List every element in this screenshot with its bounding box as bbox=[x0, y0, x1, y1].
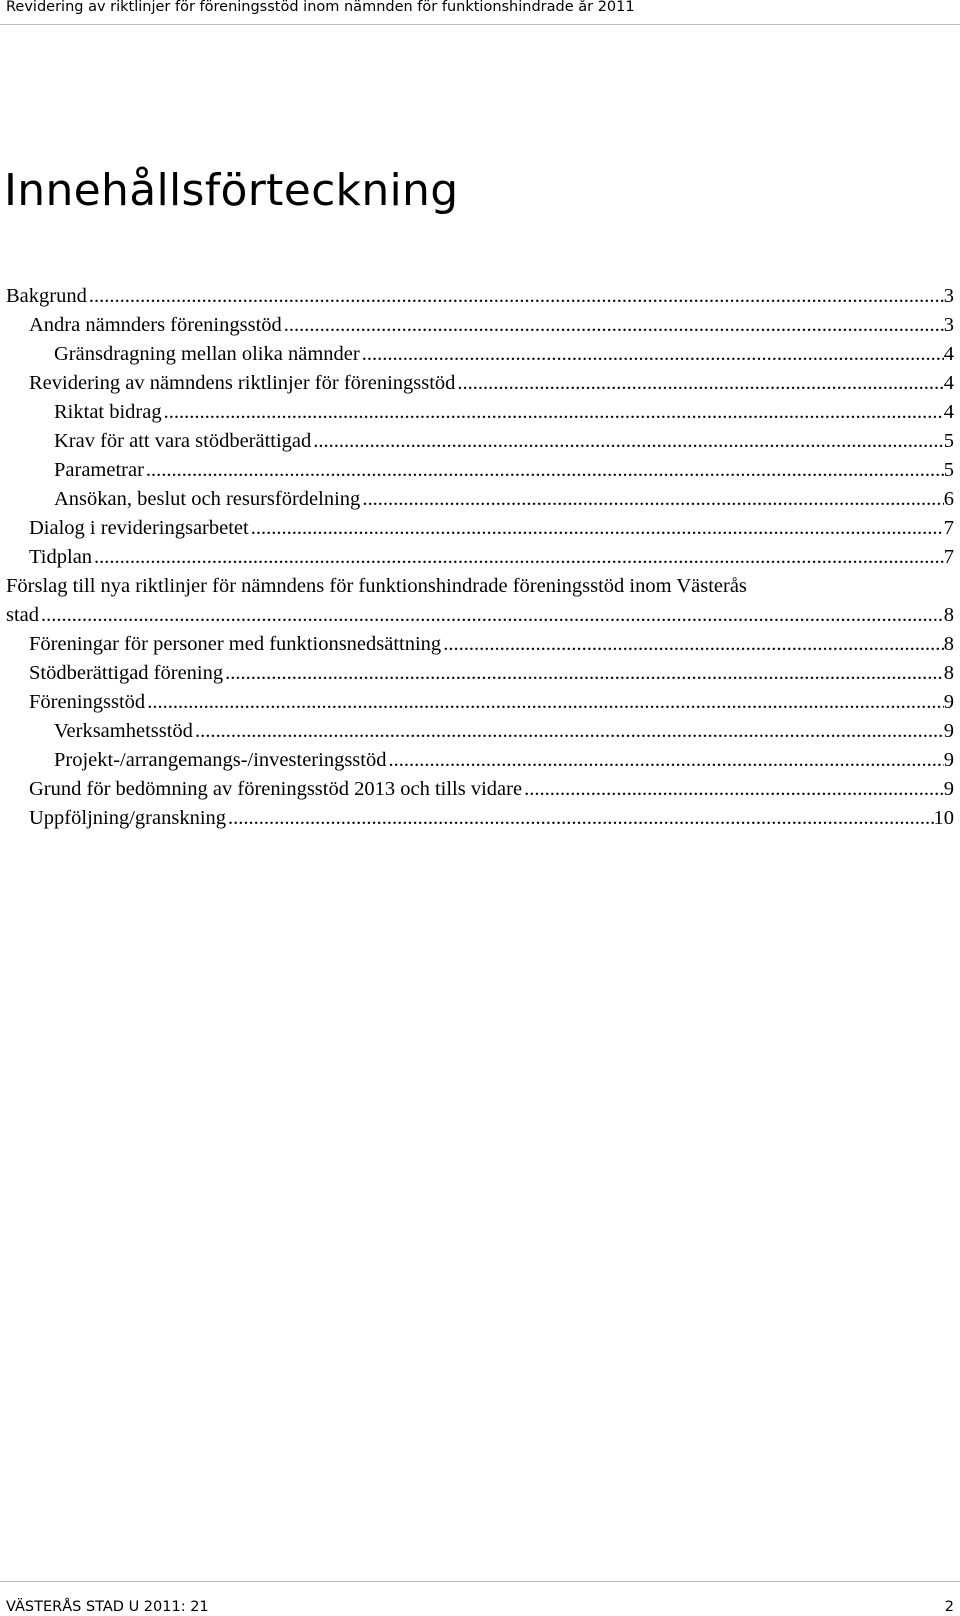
page-title: Innehållsförteckning bbox=[4, 165, 459, 216]
toc-entry-label: Krav för att vara stödberättigad bbox=[54, 430, 312, 452]
toc-entry-label: Revidering av nämndens riktlinjer för föreningsstöd bbox=[29, 372, 456, 394]
toc-leader-dots bbox=[162, 398, 944, 427]
toc-entry-label: Gränsdragning mellan olika nämnder bbox=[54, 343, 360, 365]
toc-leader-dots bbox=[311, 427, 943, 456]
toc-page-number: 5 bbox=[943, 459, 954, 481]
toc-entry-label: Riktat bidrag bbox=[54, 401, 162, 423]
toc-leader-dots bbox=[226, 804, 933, 833]
toc-leader-dots bbox=[455, 369, 943, 398]
toc-page-number: 8 bbox=[943, 633, 954, 655]
toc-entry-label: Ansökan, beslut och resursfördelning bbox=[54, 488, 361, 510]
toc-page-number: 3 bbox=[943, 285, 954, 307]
toc-page-number: 4 bbox=[943, 401, 954, 423]
toc-entry-label: Projekt-/arrangemangs-/investeringsstöd bbox=[54, 749, 387, 771]
toc-entry-label: Uppföljning/granskning bbox=[29, 807, 227, 829]
toc-leader-dots bbox=[193, 717, 944, 746]
toc-entry[interactable] bbox=[6, 427, 954, 456]
footer-document-id: VÄSTERÅS STAD U 2011: 21 bbox=[6, 1599, 209, 1615]
toc-leader-dots bbox=[92, 543, 944, 572]
toc-entry[interactable] bbox=[6, 572, 954, 630]
toc-page-number: 5 bbox=[943, 430, 954, 452]
toc-leader-dots bbox=[249, 514, 944, 543]
footer-divider bbox=[0, 1581, 960, 1582]
header-divider bbox=[0, 24, 960, 25]
toc-leader-dots bbox=[522, 775, 944, 804]
toc-entry-label: Parametrar bbox=[54, 459, 144, 481]
toc-entry-label: Föreningsstöd bbox=[29, 691, 146, 713]
toc-page-number: 7 bbox=[943, 517, 954, 539]
toc-entry[interactable] bbox=[6, 340, 954, 369]
toc-entry[interactable] bbox=[6, 311, 954, 340]
toc-entry-label: Förslag till nya riktlinjer för nämndens för funktionshindrade föreningsstöd inom Västerås bbox=[6, 575, 747, 597]
toc-entry[interactable] bbox=[6, 804, 954, 833]
toc-leader-dots bbox=[39, 601, 944, 630]
toc-leader-dots bbox=[360, 485, 943, 514]
toc-leader-dots bbox=[145, 688, 944, 717]
toc-page-number: 7 bbox=[943, 546, 954, 568]
table-of-contents bbox=[6, 282, 954, 833]
toc-leader-dots bbox=[144, 456, 944, 485]
toc-entry-label-continued: stad bbox=[6, 604, 40, 626]
toc-leader-dots bbox=[282, 311, 944, 340]
toc-leader-dots bbox=[360, 340, 944, 369]
toc-entry[interactable] bbox=[6, 369, 954, 398]
toc-page-number: 9 bbox=[943, 720, 954, 742]
toc-page-number: 3 bbox=[943, 314, 954, 336]
toc-entry-label: Dialog i revideringsarbetet bbox=[29, 517, 249, 539]
toc-entry[interactable] bbox=[6, 775, 954, 804]
toc-leader-dots bbox=[223, 659, 944, 688]
toc-page-number: 8 bbox=[943, 604, 954, 626]
toc-leader-dots bbox=[386, 746, 943, 775]
toc-entry[interactable] bbox=[6, 746, 954, 775]
toc-entry[interactable] bbox=[6, 630, 954, 659]
toc-entry-label: Bakgrund bbox=[6, 285, 87, 307]
toc-entry[interactable] bbox=[6, 398, 954, 427]
toc-entry-label: Grund för bedömning av föreningsstöd 2013 och tills vidare bbox=[29, 778, 523, 800]
toc-page-number: 9 bbox=[943, 778, 954, 800]
toc-entry-label: Föreningar för personer med funktionsnedsättning bbox=[29, 633, 442, 655]
toc-entry-label: Andra nämnders föreningsstöd bbox=[29, 314, 282, 336]
toc-entry[interactable] bbox=[6, 282, 954, 311]
toc-entry[interactable] bbox=[6, 717, 954, 746]
toc-page-number: 6 bbox=[943, 488, 954, 510]
toc-entry-label: Tidplan bbox=[29, 546, 93, 568]
toc-entry[interactable] bbox=[6, 514, 954, 543]
toc-page-number: 8 bbox=[943, 662, 954, 684]
toc-entry[interactable] bbox=[6, 456, 954, 485]
toc-entry-label: Verksamhetsstöd bbox=[54, 720, 193, 742]
toc-page-number: 9 bbox=[943, 749, 954, 771]
toc-page-number: 4 bbox=[943, 343, 954, 365]
toc-entry-label: Stödberättigad förening bbox=[29, 662, 224, 684]
toc-entry[interactable] bbox=[6, 485, 954, 514]
running-header: Revidering av riktlinjer för föreningsstöd inom nämnden för funktionshindrade år 2011 bbox=[6, 0, 635, 15]
toc-page-number: 9 bbox=[943, 691, 954, 713]
toc-leader-dots bbox=[441, 630, 944, 659]
toc-entry[interactable] bbox=[6, 543, 954, 572]
toc-entry[interactable] bbox=[6, 688, 954, 717]
toc-leader-dots bbox=[87, 282, 944, 311]
footer-page-number: 2 bbox=[944, 1599, 954, 1615]
toc-page-number: 4 bbox=[943, 372, 954, 394]
toc-entry[interactable] bbox=[6, 659, 954, 688]
toc-page-number: 10 bbox=[933, 807, 954, 829]
